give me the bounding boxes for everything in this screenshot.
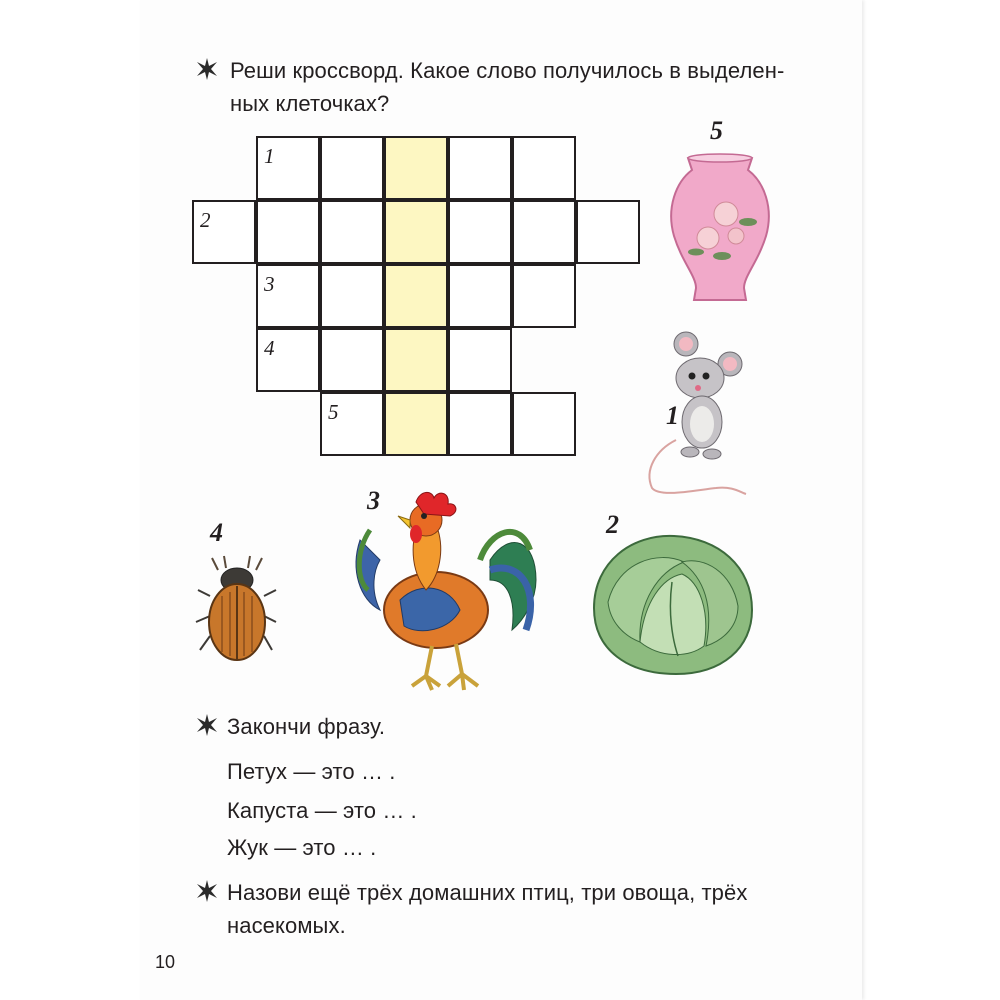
rooster-picture [340,486,550,700]
crossword-cell-highlighted[interactable] [384,200,448,264]
crossword-cell[interactable] [448,136,512,200]
beetle-number: 4 [210,518,223,547]
vase-number: 5 [710,116,723,145]
mouse-number: 1 [666,401,679,430]
task-3-line-2: насекомых. [227,913,346,938]
task-3-line-1: Назови ещё трёх домашних птиц, три овоща, трёх [227,880,748,905]
crossword-cell-highlighted[interactable] [384,264,448,328]
rooster-number: 3 [367,486,380,515]
task-2-phrase-cabbage: Капуста — это … . [227,798,417,823]
crossword-cell[interactable] [512,392,576,456]
task-1-line-2: ных клеточках? [230,91,390,116]
task-2-phrase-beetle: Жук — это … . [227,835,377,860]
crossword-cell[interactable] [448,200,512,264]
page-number: 10 [155,952,176,972]
crossword-cell[interactable] [448,328,512,392]
crossword-cell[interactable] [448,264,512,328]
crossword-row-number: 2 [200,208,211,232]
task-2-title: Закончи фразу. [227,714,386,739]
task-1-line-1: Реши кроссворд. Какое слово получилось в выделен- [230,58,785,83]
task-2-phrase-rooster: Петух — это … . [227,759,396,784]
asterisk-bullet-icon [196,880,218,902]
crossword-cell[interactable] [320,200,384,264]
crossword-cell[interactable] [512,136,576,200]
crossword-cell[interactable] [320,136,384,200]
crossword-row-number: 4 [264,336,275,360]
crossword-cell[interactable] [576,200,640,264]
vase-picture [660,152,780,304]
crossword-row-number: 1 [264,144,275,168]
cabbage-picture [588,522,758,678]
mouse-picture [636,330,754,500]
crossword-row-number: 3 [264,272,275,296]
crossword-cell[interactable] [512,264,576,328]
asterisk-bullet-icon [196,714,218,736]
crossword-cell-highlighted[interactable] [384,328,448,392]
crossword-cell-highlighted[interactable] [384,136,448,200]
crossword-cell[interactable] [320,328,384,392]
crossword-row-number: 5 [328,400,339,424]
crossword-cell[interactable] [256,200,320,264]
crossword-cell[interactable] [448,392,512,456]
cabbage-number: 2 [606,510,619,539]
asterisk-bullet-icon [196,58,218,80]
crossword-cell[interactable] [512,200,576,264]
crossword-cell-highlighted[interactable] [384,392,448,456]
crossword-cell[interactable] [320,264,384,328]
beetle-picture [196,556,276,668]
